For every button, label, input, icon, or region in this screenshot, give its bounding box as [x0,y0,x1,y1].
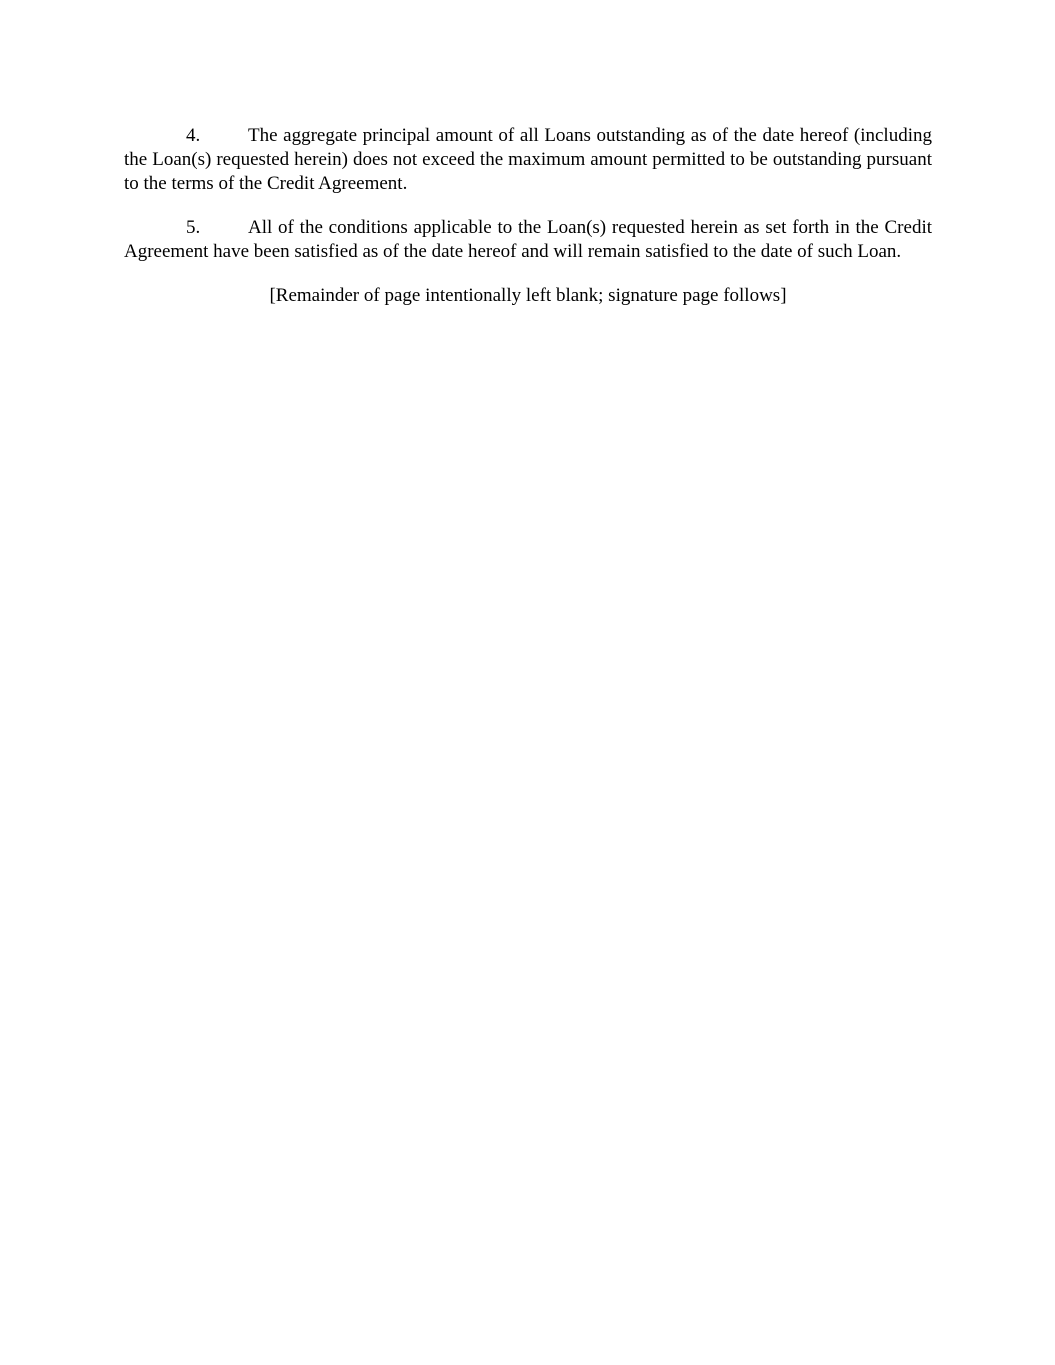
paragraph-number: 4. [186,125,201,146]
paragraph-text: All of the conditions applicable to the Loan(s) requested herein as set forth in the Credit Agreement have been satisfied as of the date hereof and will remain satisfied to the date of such Loan. [124,217,932,262]
remainder-note: [Remainder of page intentionally left blank; signature page follows] [269,285,787,306]
paragraph-number: 5. [186,217,201,238]
paragraph-text: The aggregate principal amount of all Loans outstanding as of the date hereof (including the Loan(s) requested herein) does not exceed the maximum amount permitted to be outstanding pursuant to the terms of the Credit Agreement. [124,125,932,194]
paragraph-5 [124,216,932,264]
paragraph-4 [124,124,932,196]
document-body [124,124,932,308]
